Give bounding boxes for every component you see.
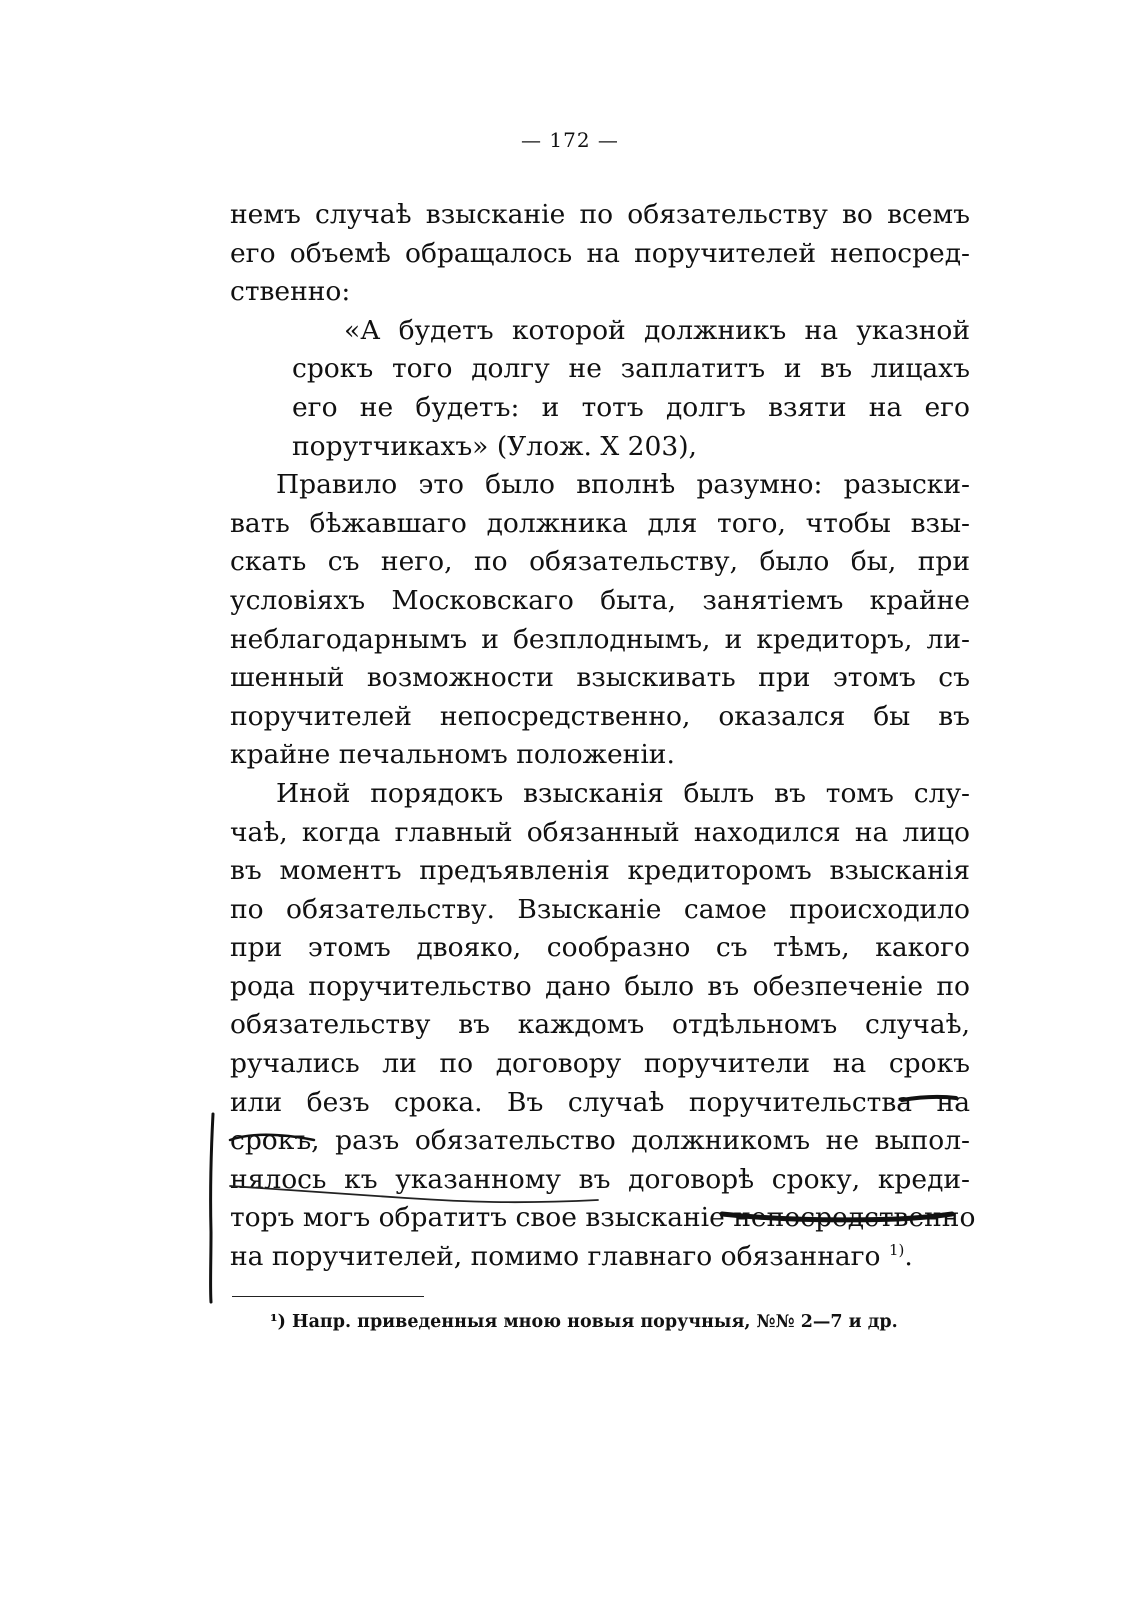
text-line: по обязательству. Взысканіе самое происходило: [230, 893, 970, 925]
text-line: на поручителей, помимо главнаго обязаннаго: [230, 1241, 881, 1273]
quote-line: его не будетъ: и тотъ долгъ взяти на его: [292, 391, 970, 423]
footnote-ref: 1): [888, 1241, 905, 1260]
text-line: неблагодарнымъ и безплоднымъ, и кредиторъ, ли-: [230, 623, 970, 655]
margin-pencil-mark: [205, 1112, 217, 1304]
text-line: скать съ него, по обязательству, было бы, при: [230, 546, 970, 578]
text-line-final: на поручителей, помимо главнаго обязаннаго $^{1)}$.: [230, 1241, 913, 1273]
footnote: ¹) Напр. приведенныя мною новыя поручныя, №№ 2—7 и др.: [270, 1312, 898, 1332]
text-line: немъ случаѣ взысканіе по обязательству во всемъ: [230, 199, 970, 230]
text-line: торъ могъ обратитъ свое взысканіе непосредственно: [230, 1202, 976, 1234]
text-line: при этомъ двояко, сообразно съ тѣмъ, какого: [230, 932, 970, 964]
text-line: чаѣ, когда главный обязанный находился на лицо: [230, 816, 970, 848]
pencil-underline: [226, 1180, 606, 1210]
pencil-underline: [900, 1090, 960, 1104]
text-line: рода поручительство дано было въ обезпеченіе по: [230, 970, 970, 1002]
text-line: обязательству въ каждомъ отдѣльномъ случаѣ,: [230, 1009, 970, 1041]
text-line: ственно:: [230, 276, 351, 308]
pencil-underline: [718, 1206, 958, 1226]
footnote-divider: [232, 1296, 424, 1297]
pencil-underline: [228, 1128, 318, 1144]
text-line: Иной порядокъ взысканія былъ въ томъ слу-: [276, 777, 970, 809]
quote-line: «А будетъ которой должникъ на указной: [344, 314, 970, 346]
text-line: нялось къ указанному въ договорѣ сроку, креди-: [230, 1163, 970, 1195]
text-line: ручались ли по договору поручители на срокъ: [230, 1048, 970, 1080]
text-line: поручителей непосредственно, оказался бы въ: [230, 700, 970, 732]
text-line: Правило это было вполнѣ разумно: разыски-: [276, 469, 970, 501]
text-line: или безъ срока. Въ случаѣ поручительства на: [230, 1086, 970, 1118]
text-line: крайне печальномъ положеніи.: [230, 739, 675, 771]
text-line: его объемѣ обращалось на поручителей непосред-: [230, 237, 970, 269]
text-line: срокъ, разъ обязательство должникомъ не выпол-: [230, 1125, 970, 1157]
quote-line: срокъ того долгу не заплатитъ и въ лицахъ: [292, 353, 970, 385]
text-line: условіяхъ Московскаго быта, занятіемъ крайне: [230, 584, 970, 616]
page-number: — 172 —: [521, 128, 619, 152]
text-line: вать бѣжавшаго должника для того, чтобы взы-: [230, 507, 970, 539]
quote-line: порутчикахъ» (Улож. X 203),: [292, 430, 697, 462]
text-line: въ моментъ предъявленія кредиторомъ взысканія: [230, 855, 970, 887]
body-text: [230, 196, 976, 1277]
text-line: шенный возможности взыскивать при этомъ съ: [230, 662, 970, 694]
